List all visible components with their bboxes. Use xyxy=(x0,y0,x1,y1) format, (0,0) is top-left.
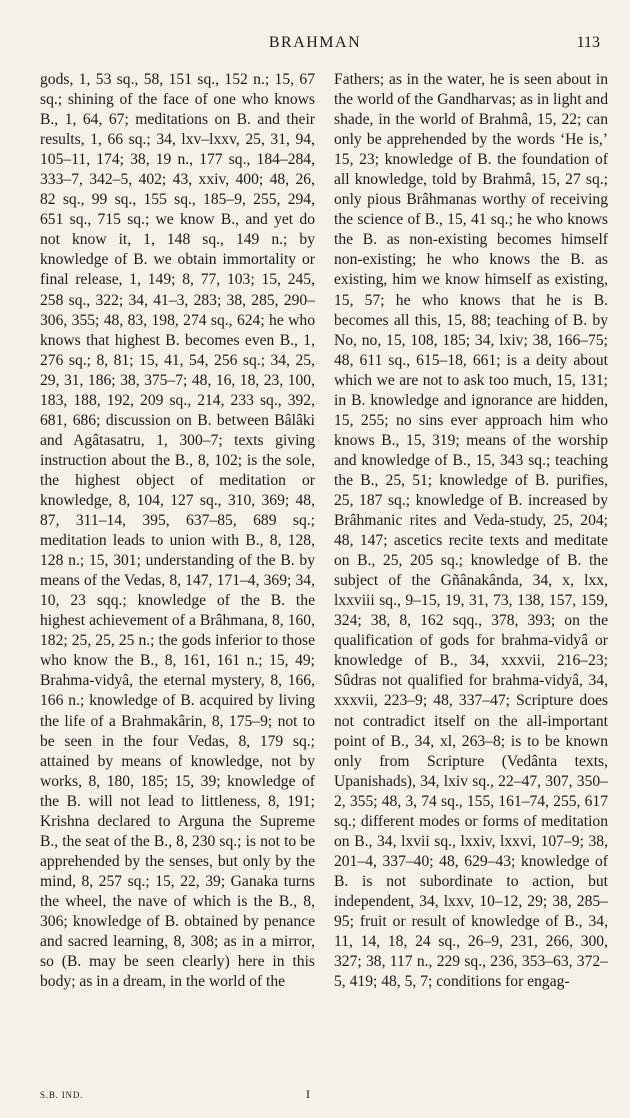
right-column-text: Fathers; as in the water, he is seen about in the world of the Gandharvas; as in light and shade, in the world of Brahmâ, 15, 22; can only be apprehended by the words ‘He is,’ 15, 23; knowledge of B. the foundation of all knowledge, told by Brahmâ, 15, 27 sq.; only pious Brâhmanas worthy of receiving the science of B., 15, 41 sq.; he who knows the B. as non-existing becomes himself non-existing; he who knows the B. as existing, him we know himself as existing, 15, 57; he who knows that he is B. becomes all this, 15, 88; teaching of B. by No, no, 15, 108, 185; 34, lxiv; 38, 166–75; 48, 611 sq., 615–18, 661; is a deity about which we are not to ask too much, 15, 131; in B. knowledge and ignorance are hidden, 15, 255; no sins ever approach him who knows B., 15, 319; means of the worship and knowledge of B., 15, 343 sq.; teaching the B., 25, 51; knowledge of B. purifies, 25, 187 sq.; knowledge of B. increased by Brâhmanic rites and Veda-study, 25, 204; 48, 147; ascetics recite texts and meditate on B., 25, 205 sq.; knowledge of B. the subject of the Gñânakânda, 34, x, lxx, lxxviii sq., 9–15, 19, 31, 73, 138, 157, 159, 324; 38, 8, 162 sqq., 378, 393; on the qualification of gods for brahma-vidyâ or knowledge of B., 34, xxxvii, 216–23; Sûdras not qualified for brahma-vidyâ, 34, xxxvii, 223–9; 48, 337–47; Scripture does not contradict itself on the all-important point of B., 34, xl, 263–8; is to be known only from Scripture (Vedânta texts, Upanishads), 34, lxiv sq., 22–47, 307, 350–2, 355; 48, 3, 74 sq., 155, 161–74, 255, 617 sq.; different modes or forms of meditation on B., 34, lxvii sq., lxxiv, lxxvi, 107–9; 38, 201–4, 337–40; 48, 629–43; knowledge of B. is not subordinate to action, but independent, 34, lxxv, 10–12, 29; 38, 285–95; fruit or result of knowledge of B., 34, 11, 14, 18, 24 sq., 26–9, 231, 266, 300, 327; 38, 117 n., 229 sq., 236, 353–63, 372–5, 419; 48, 5, 7; conditions for engag- xyxy=(334,71,608,991)
left-column xyxy=(40,70,315,1085)
left-column-text: gods, 1, 53 sq., 58, 151 sq., 152 n.; 15, 67 sq.; shining of the face of one who knows B., 1, 64, 67; meditations on B. and their results, 1, 66 sq.; 34, lxv–lxxv, 25, 31, 94, 105–11, 174; 38, 19 n., 177 sq., 184–284, 333–7, 342–5, 402; 43, xxiv, 400; 48, 26, 82 sq., 99 sq., 155 sq., 185–9, 255, 294, 651 sq., 715 sq.; we know B., and yet do not know it, 1, 148 sq., 149 n.; by knowledge of B. we obtain immortality or final release, 1, 149; 8, 77, 103; 15, 245, 258 sq., 322; 34, 41–3, 283; 38, 285, 290–306, 355; 48, 83, 198, 274 sq., 624; he who knows that highest B. becomes even B., 1, 276 sq.; 8, 81; 15, 41, 54, 256 sq.; 34, 25, 29, 31, 186; 38, 375–7; 48, 16, 18, 23, 100, 183, 188, 192, 209 sq., 214, 233 sq., 392, 681, 686; discussion on B. between Bâlâki and Agâtasatru, 1, 300–7; texts giving instruction about the B., 8, 102; is the sole, the highest object of meditation or knowledge, 8, 104, 127 sq., 310, 369; 48, 87, 311–14, 395, 637–85, 689 sq.; meditation leads to union with B., 8, 128, 128 n.; 15, 301; understanding of the B. by means of the Vedas, 8, 147, 171–4, 369; 34, 10, 23 sqq.; knowledge of the B. the highest achievement of a Brâhmana, 8, 160, 182; 25, 25, 25 n.; the gods inferior to those who know the B., 8, 161, 161 n.; 15, 49; Brahma-vidyâ, the eternal mystery, 8, 166, 166 n.; knowledge of B. acquired by living the life of a Brahmakârin, 8, 175–9; not to be seen in the four Vedas, 8, 179 sq.; attained by means of knowledge, not by works, 8, 180, 185; 15, 39; knowledge of the B. will not lead to littleness, 8, 191; Krishna declared to Arguna the Supreme B., the seat of the B., 8, 230 sq.; is not to be apprehended by the senses, but only by the mind, 8, 257 sq.; 15, 22, 39; Ganaka turns the wheel, the nave of which is the B., 8, 306; knowledge of B. obtained by penance and sacred learning, 8, 308; as in a mirror, so (B. may be seen clearly) here in this body; as in a dream, in the world of the xyxy=(40,71,315,991)
page-number: 113 xyxy=(576,34,600,51)
running-title: BRAHMAN xyxy=(268,34,362,51)
right-column xyxy=(334,70,608,1085)
signature-mark: S.B. IND. xyxy=(40,1090,84,1100)
page-header xyxy=(0,34,630,58)
sheet-number: I xyxy=(306,1087,310,1101)
